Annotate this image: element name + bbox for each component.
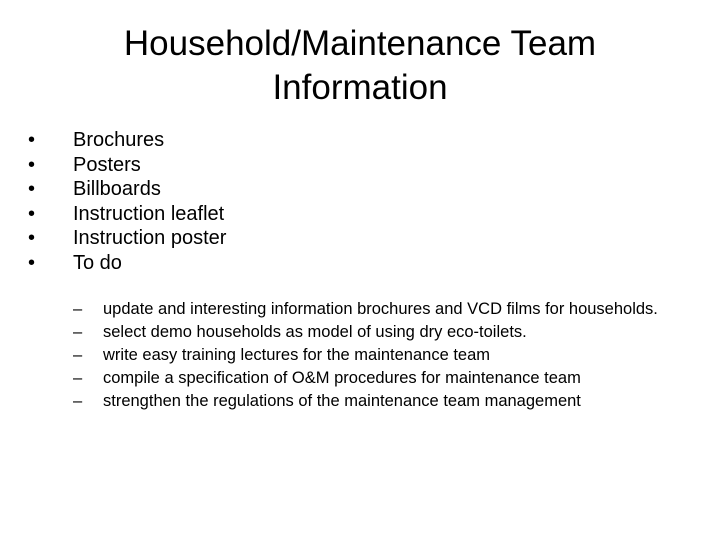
- sub-bullet-text: select demo households as model of using dry eco-toilets.: [103, 323, 527, 341]
- sub-bullet-list: [73, 300, 673, 415]
- bullet-dot: •: [28, 251, 36, 274]
- dash-marker: –: [73, 323, 83, 341]
- bullet-dot: •: [28, 153, 36, 176]
- bullet-item-to-do: [28, 251, 688, 276]
- sub-bullet-text: strengthen the regulations of the maintenance team management: [103, 392, 581, 410]
- sub-bullet-item: [73, 392, 673, 410]
- sub-bullet-text: compile a specification of O&M procedures for maintenance team: [103, 369, 581, 387]
- sub-bullet-text: write easy training lectures for the maintenance team: [103, 346, 491, 364]
- bullet-text: Billboards: [73, 178, 161, 200]
- sub-bullet-item: [73, 346, 673, 364]
- slide-title-line-1: Household/Maintenance Team: [123, 24, 597, 63]
- bullet-item-posters: [28, 153, 688, 178]
- slide-title: [40, 22, 680, 110]
- sub-bullet-text: update and interesting information brochures and VCD films for households.: [103, 300, 658, 318]
- bullet-dot: •: [28, 178, 36, 200]
- bullet-dot: •: [28, 129, 36, 151]
- bullet-dot: •: [28, 202, 36, 225]
- dash-marker: –: [73, 392, 83, 410]
- bullet-item-billboards: [28, 177, 688, 202]
- bullet-text: To do: [73, 251, 122, 274]
- sub-bullet-item: [73, 369, 673, 387]
- bullet-text: Brochures: [73, 129, 165, 151]
- sub-bullet-item: [73, 323, 673, 341]
- dash-marker: –: [73, 369, 83, 387]
- bullet-text: Instruction poster: [73, 227, 227, 249]
- bullet-text: Instruction leaflet: [73, 202, 225, 225]
- bullet-list: [28, 128, 688, 275]
- bullet-dot: •: [28, 227, 36, 249]
- dash-marker: –: [73, 300, 83, 318]
- bullet-item-instruction-leaflet: [28, 202, 688, 227]
- bullet-text: Posters: [73, 153, 141, 176]
- bullet-item-instruction-poster: [28, 226, 688, 251]
- slide-title-line-2: Information: [272, 68, 448, 107]
- sub-bullet-item: [73, 300, 673, 318]
- dash-marker: –: [73, 346, 83, 364]
- bullet-item-brochures: [28, 128, 688, 153]
